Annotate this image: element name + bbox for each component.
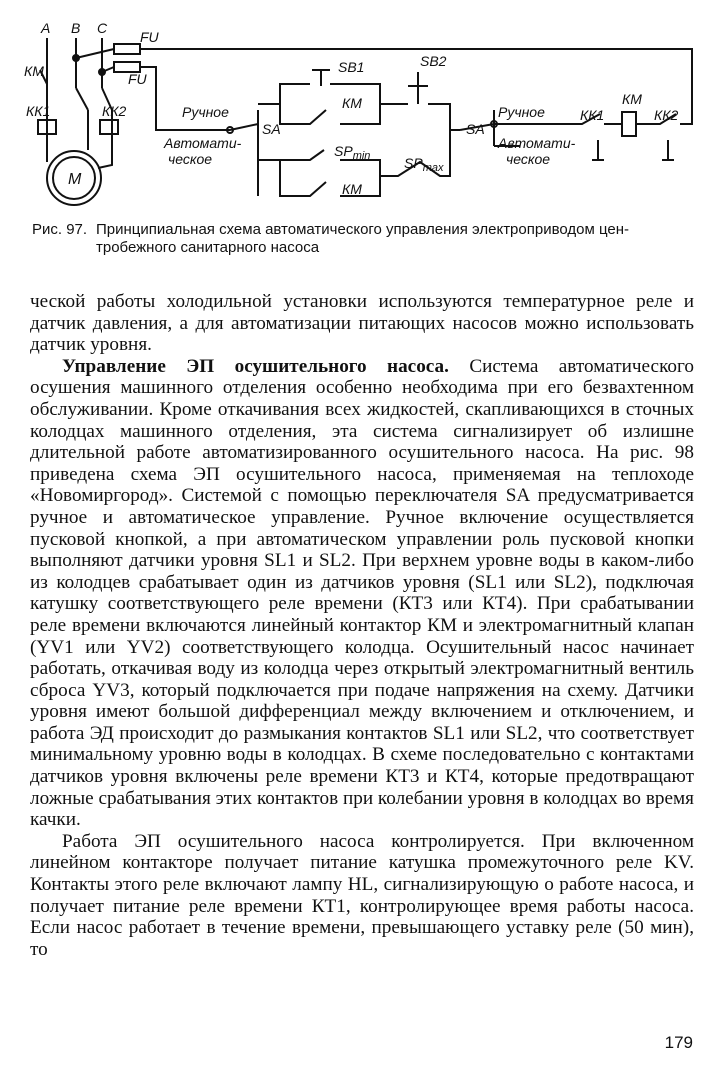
fuse-1 [114,44,140,54]
paragraph-2 [30,356,694,831]
sa-switch-left [230,110,258,196]
sa-label-right: SA [466,121,485,137]
kk2-label: КК2 [102,103,127,119]
figure-caption [32,221,702,257]
kk1-right-label: КК1 [580,107,605,123]
phase-a-label: A [41,20,51,36]
auto-label-right-2: ческое [506,151,551,167]
paragraph-3: Работа ЭП осушительного насоса контролируется. При включенном линейном контакторе получает питание катушка промежуточного реле KV. Контакты этого реле включают лампу HL, сигнализирующую о работе насоса, и получает питание реле времени КТ1, контролирующее время работы насоса. Если насос работает в течение времени, превышающего уставку реле (50 мин), то [30,830,694,960]
km-holding-branch [280,104,380,124]
reset-contacts [592,140,674,160]
sa-label-left: SA [262,121,281,137]
manual-label-right: Ручное [498,104,545,120]
sb1-label: SB1 [338,59,365,75]
km-label: КМ [24,63,44,79]
caption-line-1: Принципиальная схема автоматического управления электроприводом цен- [96,221,630,238]
circuit-diagram [0,0,721,218]
figure-number: Рис. 97. [32,221,88,238]
sb2-branch [395,104,460,130]
spmax-label: $SP_{max}$ [404,155,444,174]
fuse-wires [76,49,114,72]
motor-leads [47,132,112,168]
km-contact-label-upper: КМ [342,95,362,111]
auto-label-right-1: Автомати- [498,135,576,151]
kk2-thermal-element [100,120,118,134]
kk2-right-label: КК2 [654,107,679,123]
paragraph-2-text: Система автоматического осушения машинного отделения особенно необходима при его безвахтенном обслуживании. Кроме откачивания всех жидкостей, скапливающихся в сточных колодцах машинного отделения, эта система сигнализирует об излишне длительной работе автоматизированного осушительного насоса. На рис. 98 приведена схема ЭП осушительного насоса, применяемая на теплоходе «Новомиргород». Системой с помощью переключателя SA предусматривается ручное и автоматическое управление. Ручное включение осуществляется пусковой кнопкой, а при автоматическом управлении роль пусковой кнопки выполняют датчики уровня SL1 и SL2. При верхнем уровне воды в каком-либо из колодцев срабатывает один из датчиков уровня (SL1 или SL2), подключая катушку соответствующего реле времени (КТ3 или КТ4). При срабатывании реле времени включаются линейный контактор КМ и электромагнитный клапан (YV1 или YV2) соответствующего колодца. Осушительный насос начинает работать, откачивая воду из колодца через открытый электромагнитный вентиль сброса YV3, который подключается при подаче напряжения на схему. Датчики уровня имеют большой дифференциал между включением и отключением, и работа ЭД происходит до размыкания контактов SL1 или SL2, что соответствует минимальному уровню воды в колодцах. В схеме последовательно с контактами датчиков уровня включены реле времени КТ3 и КТ4, которые предотвращают ложные срабатывания этих контактов при колебании уровня в колодцах во время качки. [30,355,694,831]
body-text [30,291,694,960]
spmin-label: $SP_{min}$ [334,143,371,162]
kk1-label: КК1 [26,103,51,119]
sb2-label: SB2 [420,53,447,69]
fuse-label-1: FU [140,29,159,45]
sb1-button [312,70,330,86]
sb2-button [408,72,428,104]
fuse-label-2: FU [128,71,147,87]
km-right-label: КМ [622,91,642,107]
phase-b-label: B [71,20,81,36]
phase-c-label: C [97,20,108,36]
km-contact-label-lower: КМ [342,181,362,197]
section-heading: Управление ЭП осушительного насоса. [62,355,449,377]
page-number: 179 [664,1033,693,1052]
sb1-branch [258,84,395,104]
km-coil [622,112,636,136]
caption-line-2: тробежного санитарного насоса [96,239,320,256]
control-bus-left [140,67,230,130]
auto-label-left-1: Автомати- [164,135,242,151]
motor-label: М [68,171,82,188]
auto-label-left-2: ческое [168,151,213,167]
manual-label-left: Ручное [182,104,229,120]
paragraph-1: ческой работы холодильной установки используются температурное реле и датчик давления, а для автоматизации питающих насосов можно использовать датчик уровня. [30,291,694,356]
